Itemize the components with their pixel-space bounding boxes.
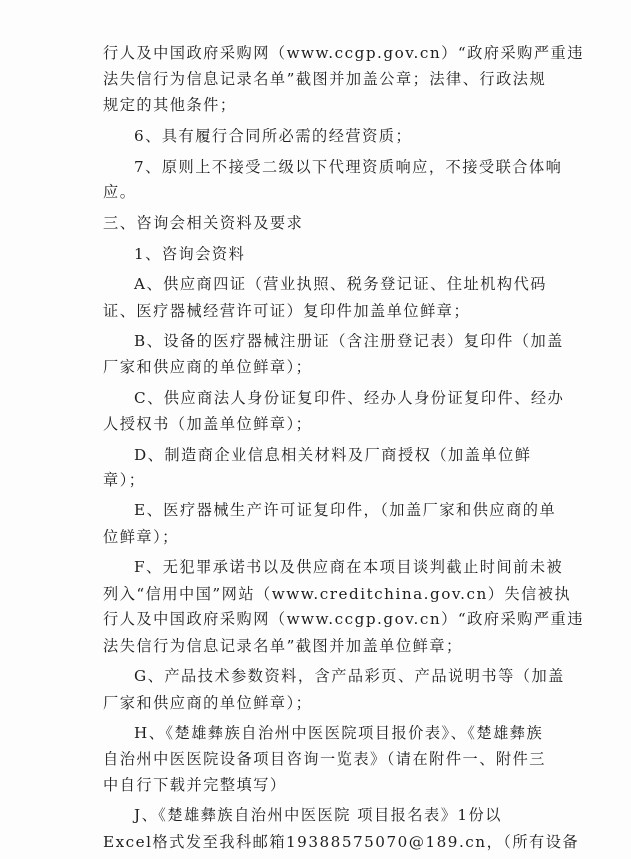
text-line: 6、具有履行合同所必需的经营资质； <box>134 127 413 145</box>
text-line: 章）； <box>103 471 146 489</box>
text-line: 人授权书（加盖单位鲜章）； <box>103 415 313 433</box>
text-line: J、《楚雄彝族自治州中医医院 项目报名表》1份以 <box>134 806 502 824</box>
text-line: H、《楚雄彝族自治州中医医院项目报价表》、《楚雄彝族 <box>134 724 544 742</box>
text-line: F、无犯罪承诺书以及供应商在本项目谈判截止时间前未被 <box>134 558 564 576</box>
section-heading: 三、咨询会相关资料及要求 <box>103 214 304 232</box>
text-line: E、医疗器械生产许可证复印件，（加盖厂家和供应商的单 <box>134 501 557 519</box>
text-line: 行人及中国政府采购网（www.ccgp.gov.cn）“政府采购严重违 <box>103 610 584 628</box>
text-line: 位鲜章）； <box>103 528 179 546</box>
text-line: 1、咨询会资料 <box>134 245 246 263</box>
text-line: 法失信行为信息记录名单”截图并加盖公章；法律、行政法规 <box>103 70 547 88</box>
text-line: 应。 <box>103 183 137 201</box>
text-line: 厂家和供应商的单位鲜章）； <box>103 358 313 376</box>
text-line: G、产品技术参数资料，含产品彩页、产品说明书等（加盖 <box>134 667 565 685</box>
text-line: B、设备的医疗器械注册证（含注册登记表）复印件（加盖 <box>134 332 564 350</box>
text-line: Excel格式发至我科邮箱19388575070@189.cn，（所有设备 <box>103 833 580 851</box>
text-line: 行人及中国政府采购网（www.ccgp.gov.cn）“政府采购严重违 <box>103 44 584 62</box>
text-line: 自治州中医医院设备项目咨询一览表》（请在附件一、附件三 <box>103 750 546 768</box>
text-line: 列入“信用中国”网站（www.creditchina.gov.cn）失信被执 <box>103 585 572 603</box>
text-line: A、供应商四证（营业执照、税务登记证、住址机构代码 <box>134 275 547 293</box>
text-line: 规定的其他条件； <box>103 96 237 114</box>
text-line: C、供应商法人身份证复印件、经办人身份证复印件、经办 <box>134 389 565 407</box>
text-line: 厂家和供应商的单位鲜章）； <box>103 694 313 712</box>
text-line: 法失信行为信息记录名单”截图并加盖单位鲜章； <box>103 637 463 655</box>
text-line: D、制造商企业信息相关材料及厂商授权（加盖单位鲜 <box>134 446 532 464</box>
text-line: 7、原则上不接受二级以下代理资质响应，不接受联合体响 <box>134 158 563 176</box>
text-line: 中自行下载并完整填写） <box>103 776 287 794</box>
text-line: 证、医疗器械经营许可证）复印件加盖单位鲜章； <box>103 302 471 320</box>
